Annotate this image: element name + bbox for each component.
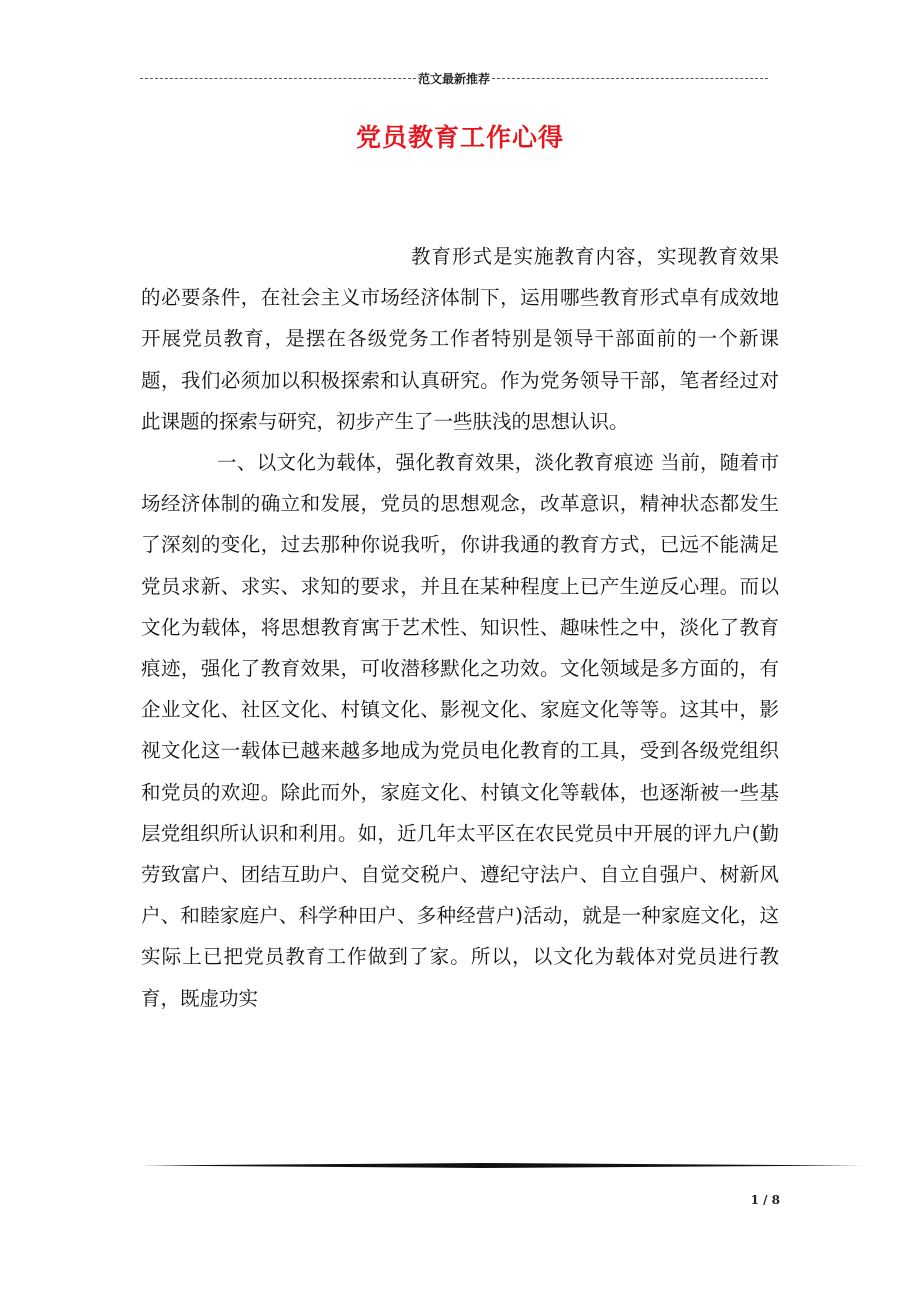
page-number: 1 / 8	[750, 1193, 780, 1207]
header-text: 范文最新推荐	[418, 71, 491, 86]
footer-divider	[141, 1163, 863, 1168]
document-body	[141, 236, 779, 1019]
header-dashes-right	[492, 78, 768, 79]
body-paragraph: 一、以文化为载体，强化教育效果，淡化教育痕迹 当前，随着市场经济体制的确立和发展，党员的思想观念，改革意识，精神状态都发生了深刻的变化，过去那种你说我听，你讲我通的教育方式，已远不能满足党员求新、求实、求知的要求，并且在某种程度上已产生逆反心理。而以文化为载体，将思想教育寓于艺术性、知识性、趣味性之中，淡化了教育痕迹，强化了教育效果，可收潜移默化之功效。文化领域是多方面的，有企业文化、社区文化、村镇文化、影视文化、家庭文化等等。这其中，影视文化这一载体已越来越多地成为党员电化教育的工具，受到各级党组织和党员的欢迎。除此而外，家庭文化、村镇文化等载体，也逐渐被一些基层党组织所认识和利用。如，近几年太平区在农民党员中开展的评九户(勤劳致富户、团结互助户、自觉交税户、遵纪守法户、自立自强户、树新风户、和睦家庭户、科学种田户、多种经营户)活动，就是一种家庭文化，这实际上已把党员教育工作做到了家。所以，以文化为载体对党员进行教育，既虚功实	[141, 451, 779, 1010]
body-paragraph: 教育形式是实施教育内容，实现教育效果的必要条件，在社会主义市场经济体制下，运用哪些教育形式卓有成效地开展党员教育，是摆在各级党务工作者特别是领导干部面前的一个新课题，我们必须加以积极探索和认真研究。作为党务领导干部，笔者经过对此课题的探索与研究，初步产生了一些肤浅的思想认识。	[141, 245, 779, 433]
page-header	[140, 68, 768, 88]
header-dashes-left	[140, 78, 416, 79]
document-title: 党员教育工作心得	[355, 123, 564, 152]
